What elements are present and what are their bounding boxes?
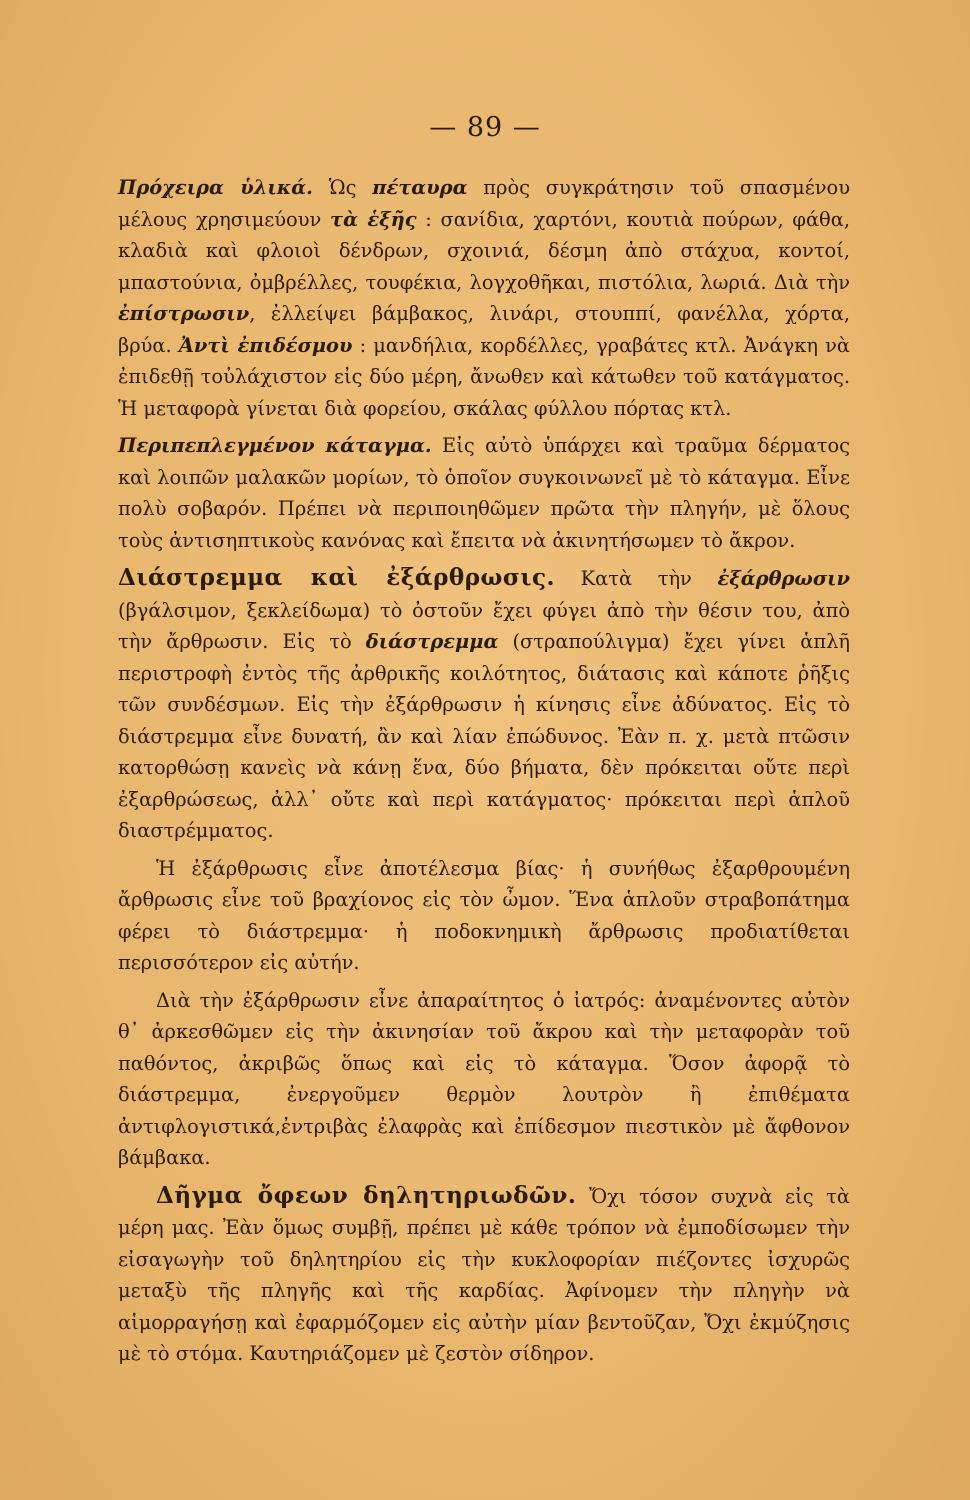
section-heading: Διάστρεμμα καὶ ἐξάρθρωσις. bbox=[118, 564, 556, 591]
section-heading: Δῆγμα ὄφεων δηλητηριωδῶν. bbox=[156, 1181, 577, 1209]
emphasis-text: Πρόχειρα ὑλικά. bbox=[118, 176, 313, 199]
body-text-run: Ἡ ἐξάρθρωσις εἶνε ἀποτέλεσμα βίας· ἡ συνήθως ἐξαρθρουμένη ἄρθρωσις εἶνε τοῦ βραχίονος εἰς τὸν ὦμον. Ἕνα ἁπλοῦν στραβοπάτημα φέρει τὸ διάστρεμμα· ἡ ποδοκνημικὴ ἄρθρωσις προδιατίθεται περισσότερον εἰς αὐτήν. bbox=[118, 856, 850, 974]
body-text-run: (βγάλσιμον, ξεκλείδωμα) τὸ ὀστοῦν ἔχει φύγει ἀπὸ τὴν θέσιν του, ἀπὸ τὴν ἄρθρωσιν. Εἰς τὸ bbox=[118, 598, 850, 653]
body-text-run: , ἐλλείψει βάμβακος, λινάρι, στουππί, φανέλλα, χόρτα, βρύα. bbox=[118, 302, 850, 357]
emphasis-text: Ἀντὶ ἐπιδέσμου bbox=[178, 333, 353, 357]
paragraph-fracture-materials bbox=[118, 172, 850, 424]
body-text-run: Εἰς αὐτὸ ὑπάρχει καὶ τραῦμα δέρματος καὶ λοιπῶν μαλακῶν μορίων, τὸ ὁποῖον συγκοινωνεῖ μὲ τὸ κάταγμα. Εἶνε πολὺ σοβαρόν. Πρέπει νὰ περιποιηθῶμεν πρῶτα τὴν πληγήν, μὲ ὅλους τοὺς ἀντισηπτικοὺς κανόνας καὶ ἔπειτα νὰ ἀκινητήσωμεν τὸ ἄκρον. bbox=[118, 434, 850, 552]
paragraph-treatment bbox=[118, 985, 850, 1174]
body-text-run: Ὡς bbox=[312, 176, 373, 199]
page-number: — 89 — bbox=[429, 112, 541, 143]
emphasis-text: τὰ ἑξῆς bbox=[330, 207, 417, 231]
emphasis-text: ἐξάρθρωσιν bbox=[717, 567, 850, 590]
body-text-run: Διὰ τὴν ἐξάρθρωσιν εἶνε ἀπαραίτητος ὁ ἰατρός: ἀναμένοντες αὐτὸν θ᾽ ἀρκεσθῶμεν εἰς τὴν ἀκινησίαν τοῦ ἄκρου καὶ τὴν μεταφορὰν τοῦ παθόντος, ἀκριβῶς ὅπως καὶ εἰς τὸ κάταγμα. Ὅσον ἀφορᾷ τὸ διάστρεμμα, ἐνεργοῦμεν θερμὸν λουτρὸν ἢ ἐπιθέματα ἀντιφλογιστικά,ἐντριβὰς ἐλαφρὰς καὶ ἐπίδεσμον πιεστικὸν μὲ ἄφθονον βάμβακα. bbox=[118, 988, 850, 1169]
body-text-run: Ὄχι τόσον συχνὰ εἰς τὰ μέρη μας. Ἐὰν ὅμως συμβῇ, πρέπει μὲ κάθε τρόπον νὰ ἐμποδίσωμεν τὴν εἰσαγωγὴν τοῦ δηλητηρίου εἰς τὴν κυκλοφορίαν πιέζοντες ἰσχυρῶς μεταξὺ τῆς πληγῆς καὶ τῆς καρδίας. Ἀφίνομεν τὴν πληγὴν νὰ αἱμορραγήσῃ καὶ ἐφαρμόζομεν εἰς αὐτὴν μίαν βεντοῦζαν, Ὄχι ἐκμύζησις μὲ τὸ στόμα. Καυτηριάζομεν μὲ ζεστὸν σίδηρον. bbox=[118, 1184, 850, 1365]
page-body bbox=[118, 172, 850, 1370]
emphasis-text: Περιπεπλεγμένον κάταγμα. bbox=[118, 434, 432, 457]
emphasis-text: ἐπίστρωσιν bbox=[118, 302, 250, 325]
paragraph-snake-bite bbox=[118, 1180, 850, 1370]
body-text-run: (στραπούλιγμα) ἔχει γίνει ἁπλῆ περιστροφὴ ἐντὸς τῆς ἀρθρικῆς κοιλότητος, διάτασις καὶ κάποτε ῥῆξις τῶν συνδέσμων. Εἰς τὴν ἐξάρθρωσιν ἡ κίνησις εἶνε ἀδύνατος. Εἰς τὸ διάστρεμμα εἶνε δυνατή, ἂν καὶ λίαν ἐπώδυνος. Ἐὰν π. χ. μετὰ πτῶσιν κατορθώσῃ κανεὶς νὰ κάνῃ ἕνα, δύο βήματα, δὲν πρόκειται οὔτε περὶ ἐξαρθρώσεως, ἀλλ᾽ οὔτε καὶ περὶ κατάγματος· πρόκειται περὶ ἁπλοῦ διαστρέμματος. bbox=[118, 630, 850, 842]
paragraph-compound-fracture bbox=[118, 430, 850, 556]
emphasis-text: πέταυρα bbox=[372, 176, 468, 199]
body-text-run: : μανδήλια, κορδέλλες, γραβάτες κτλ. Ἀνάγκη νὰ ἐπιδεθῇ τοὐλάχιστον εἰς δύο μέρη, ἄνωθεν καὶ κάτωθεν τοῦ κατάγματος. Ἡ μεταφορὰ γίνεται διὰ φορείου, σκάλας φύλλου πόρτας κτλ. bbox=[118, 333, 850, 420]
emphasis-text: διάστρεμμα bbox=[365, 630, 499, 653]
body-text-run: : σανίδια, χαρτόνι, κουτιὰ πούρων, φάθα, κλαδιὰ καὶ φλοιοὶ δένδρων, σχοινιά, δέσμη ἀπὸ στάχυα, κοντοί, μπαστούνια, ὀμβρέλλες, τουφέκια, λογχοθῆκαι, πιστόλια, λωριά. Διὰ τὴν bbox=[118, 207, 850, 294]
body-text-run: Κατὰ τὴν bbox=[555, 567, 718, 590]
paragraph-dislocation-cause bbox=[118, 853, 850, 979]
paragraph-sprain-dislocation bbox=[118, 562, 850, 847]
body-text-run: πρὸς συγκράτησιν τοῦ σπασμένου μέλους χρησιμεύουν bbox=[118, 176, 850, 231]
